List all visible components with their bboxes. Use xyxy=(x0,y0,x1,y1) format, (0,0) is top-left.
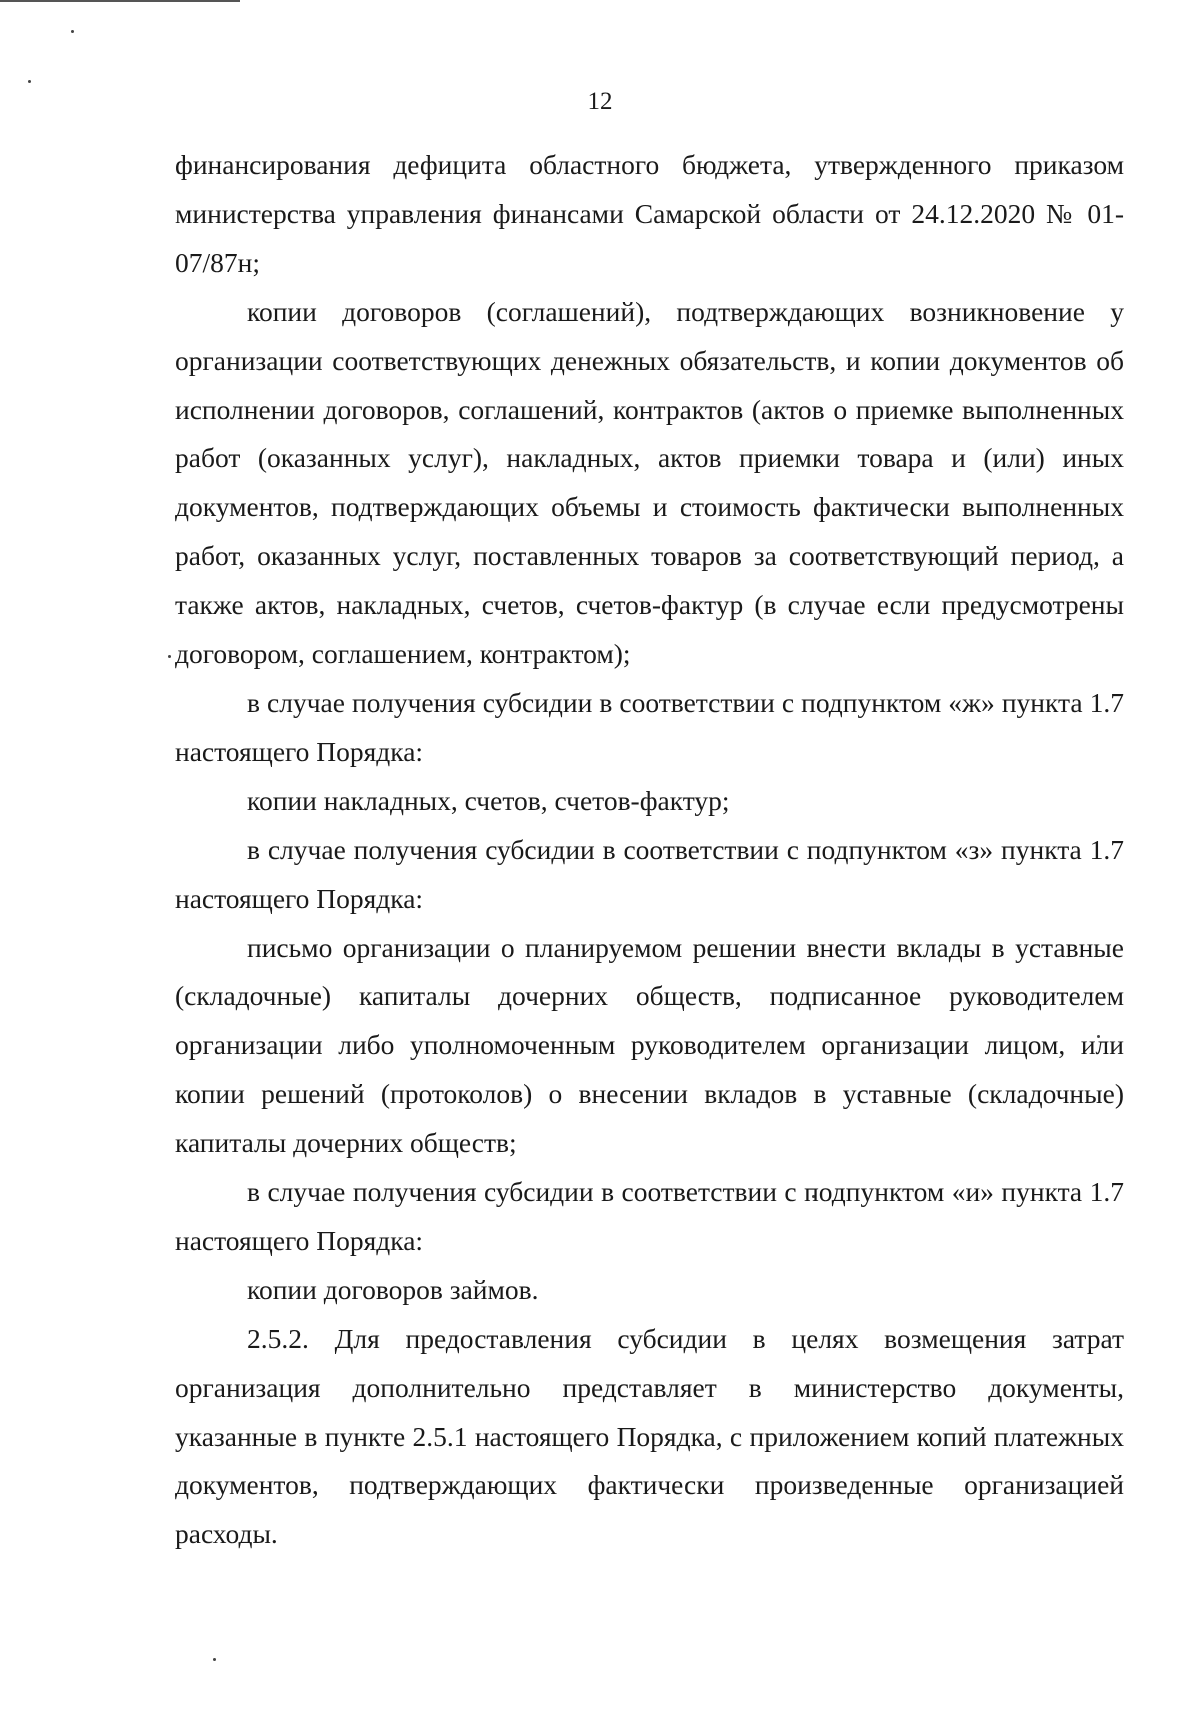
document-body xyxy=(175,141,1124,1559)
paragraph-invoice-copies: копии накладных, счетов, счетов-фактур; xyxy=(247,784,730,816)
scan-speck xyxy=(168,655,171,658)
scan-edge-line xyxy=(0,0,240,2)
paragraph-subsidy-i: в случае получения субсидии в соответствии с подпунктом «и» пункта 1.7 настоящего Порядка: xyxy=(175,1176,1124,1256)
scan-speck xyxy=(28,80,31,83)
paragraph-contract-copies: копии договоров (соглашений), подтверждающих возникновение у организации соответствующих денежных обязательств, и копии документов об исполнении договоров, соглашений, контрактов (актов о приемке выполненных работ (оказанных услуг), накладных, актов приемки товара и (или) иных документов, подтверждающих объемы и стоимость фактически выполненных работ, оказанных услуг, поставленных товаров за соответствующий период, а также актов, накладных, счетов, счетов-фактур (в случае если предусмотрены договором, соглашением, контрактом); xyxy=(175,295,1124,670)
scan-speck xyxy=(213,1658,216,1661)
paragraph-continuation: финансирования дефицита областного бюджета, утвержденного приказом министерства управления финансами Самарской области от 24.12.2020 № 01-07/87н; xyxy=(175,149,1124,278)
paragraph-subsidy-zh: в случае получения субсидии в соответствии с подпунктом «ж» пункта 1.7 настоящего Порядка: xyxy=(175,686,1124,767)
paragraph-subsidy-z: в случае получения субсидии в соответствии с подпунктом «з» пункта 1.7 настоящего Порядка: xyxy=(175,833,1124,914)
page-number: 12 xyxy=(587,88,613,115)
scan-speck xyxy=(71,30,74,33)
paragraph-loan-copies: копии договоров займов. xyxy=(247,1273,539,1305)
paragraph-2-5-2: 2.5.2. Для предоставления субсидии в целях возмещения затрат организация дополнительно представляет в министерство документы, указанные в пункте 2.5.1 настоящего Порядка, с приложением копий платежных документов, подтверждающих фактически произведенные организацией расходы. xyxy=(175,1322,1124,1550)
paragraph-organization-letter: письмо организации о планируемом решении внести вклады в уставные (складочные) капиталы дочерних обществ, подписанное руководителем организации либо уполномоченным руководителем организации лицом, или копии решений (протоколов) о внесении вкладов в уставные (складочные) капиталы дочерних обществ; xyxy=(175,931,1124,1159)
